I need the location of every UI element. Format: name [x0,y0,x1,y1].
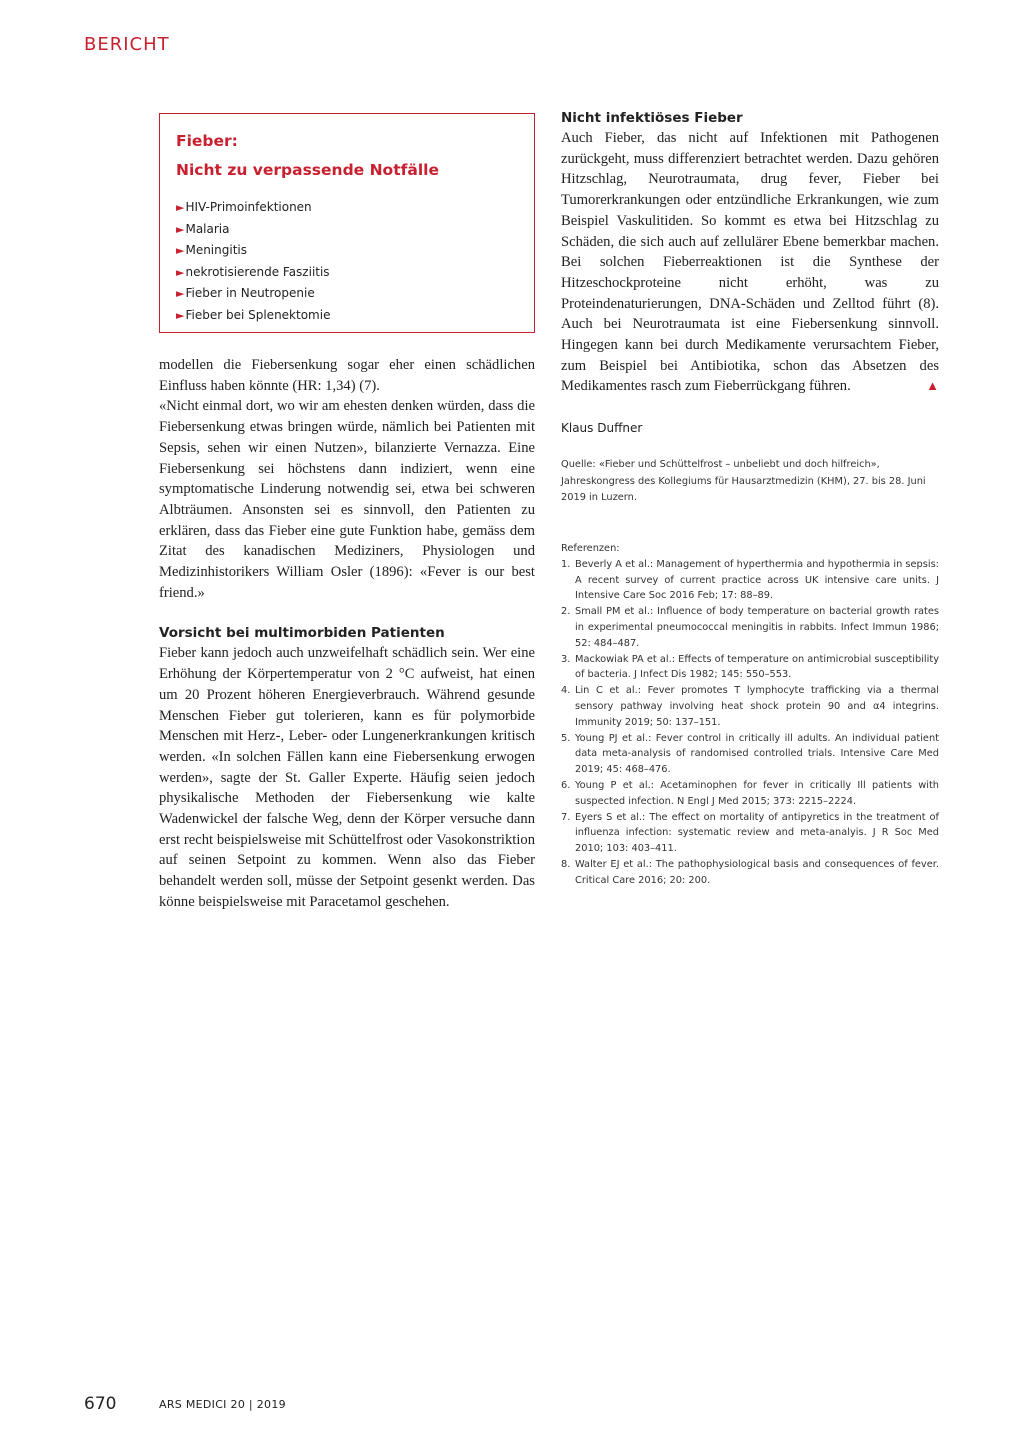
right-paragraph-1: Auch Fieber, das nicht auf Infektionen mit Pathogenen zurückgeht, muss differenziert betrachtet werden. Dazu gehören Hitzschlag, Neurotraumata, drug fever, Fieber bei Tumorerkrankungen oder entzündliche Erkrankungen, wie zum Beispiel Vaskulitiden. So kommt es etwa bei Hitzschlag zu Schäden, die sich auch auf zellulärer Ebene bemerkbar machen. Bei solchen Fieberreaktionen ist die Synthese der Hitzeschockproteine nicht erhöht, was zu Proteindenaturierungen, DNA-Schäden und Zelltod führt (8). Auch bei Neurotraumata ist eine Fiebersenkung sinnvoll. Hingegen kann bei durch Medikamente verursachtem Fieber, zum Beispiel bei Antibiotika, schon das Absetzen des Medikamentes rasch zum Fieberrückgang führen. ▲ [561,128,939,397]
list-item: ►nekrotisierende Fasziitis [176,264,330,279]
left-heading: Vorsicht bei multimorbiden Patienten [159,625,445,642]
box-title-line1: Fieber: [176,132,238,150]
references [561,541,939,889]
reference-item: 3. Mackowiak PA et al.: Effects of temperature on antimicrobial susceptibility of bacteria. J Infect Dis 1982; 145: 550–553. [561,653,939,681]
left-column [159,355,535,913]
right-heading: Nicht infektiöses Fieber [561,110,743,126]
triangle-bullet-icon: ► [176,222,185,236]
list-item: ►Malaria [176,221,230,236]
list-item: ►Meningitis [176,243,247,258]
triangle-bullet-icon: ► [176,201,185,214]
source-note: Quelle: «Fieber und Schüttelfrost – unbeliebt und doch hilfreich», Jahreskongress des Kollegiums für Hausarztmedizin (KHM), 27. bis 28. Juni 2019 in Luzern. [561,459,926,503]
left-paragraph-3: Fieber kann jedoch auch unzweifelhaft schädlich sein. Wer eine Erhöhung der Körpertemperatur von 2 °C aufweist, hat einen um 20 Prozent höheren Energieverbrauch. Während gesunde Menschen Fieber gut tolerieren, kann es für polymorbide Menschen mit Herz-, Leber- oder Lungenerkrankungen kritisch werden. «In solchen Fällen kann eine Fiebersenkung erwogen werden», sagte der St. Galler Experte. Häufig seien jedoch physikalische Methoden der Fiebersenkung wie kalte Wadenwickel der falsche Weg, denn der Körper versuche dann erst recht beispielsweise mit Schüttelfrost oder Vasokonstriktion auf seinen Setpoint zu kommen. Wenn also das Fieber behandelt werden soll, müsse der Setpoint gesenkt werden. Das könne beispielsweise mit Paracetamol geschehen. [159,645,535,910]
reference-item: 8. Walter EJ et al.: The pathophysiological basis and consequences of fever. Critical Care 2016; 20: 200. [561,858,939,886]
author: Klaus Duffner [561,421,643,435]
list-item: ►HIV-Primoinfektionen [176,200,312,214]
reference-item: 1. Beverly A et al.: Management of hyperthermia and hypothermia in sepsis: A recent survey of current practice across UK intensive care units. J Intensive Care Soc 2016 Feb; 17: 88–89. [561,558,939,602]
box-title [176,127,439,185]
reference-item: 6. Young P et al.: Acetaminophen for fever in critically Ill patients with suspected infection. N Engl J Med 2015; 373: 2215–2224. [561,779,939,807]
left-paragraph-1: modellen die Fiebersenkung sogar eher einen schädlichen Einfluss haben könnte (HR: 1,34) (7). [159,357,535,394]
emergency-list [176,197,330,327]
list-item: ►Fieber bei Splenektomie [176,307,331,322]
box-title-line2: Nicht zu verpassende Notfälle [176,161,439,179]
triangle-bullet-icon: ► [176,265,185,279]
section-label: BERICHT [84,34,170,55]
page-number: 670 [84,1394,117,1414]
triangle-bullet-icon: ► [176,287,185,301]
triangle-bullet-icon: ► [176,244,185,258]
references-title: Referenzen: [561,543,620,554]
emergency-box [159,113,535,333]
reference-item: 2. Small PM et al.: Influence of body temperature on bacterial growth rates in experimental pneumococcal meningitis in rabbits. Infect Immun 1986; 52: 484–487. [561,606,939,649]
right-column [561,108,939,397]
reference-item: 7. Eyers S et al.: The effect on mortality of antipyretics in the treatment of influenza infection: systematic review and meta-analyis. J R Soc Med 2010; 103: 403–411. [561,811,939,855]
triangle-bullet-icon: ► [176,308,185,322]
list-item: ►Fieber in Neutropenie [176,286,315,301]
left-paragraph-2: «Nicht einmal dort, wo wir am ehesten denken würden, dass die Fiebersenkung etwas bringen würde, nämlich bei Patienten mit Sepsis, sehen wir einen Nutzen», bilanzierte Vernazza. Eine Fiebersenkung sei höchstens dann indiziert, wenn eine symptomatische Linderung notwendig sei, etwa bei schweren Albträumen. Ansonsten sei es sinnvoll, den Patienten zu erklären, dass das Fieber eine gute Funktion habe, gemäss dem Zitat des kanadischen Mediziners, Physiologen und Medizinhistorikers William Osler (1896): «Fever is our best friend.» [159,398,535,601]
reference-item: 5. Young PJ et al.: Fever control in critically ill adults. An individual patient data meta-analysis of randomised controlled trials. Intensive Care Med 2019; 45: 468–476. [561,732,939,776]
reference-item: 4. Lin C et al.: Fever promotes T lymphocyte trafficking via a thermal sensory pathway involving heat shock protein 90 and α4 integrins. Immunity 2019; 50: 137–151. [561,685,939,728]
references-list [561,557,939,889]
journal-name: ARS MEDICI 20 | 2019 [159,1398,286,1411]
end-triangle-icon: ▲ [926,378,939,394]
